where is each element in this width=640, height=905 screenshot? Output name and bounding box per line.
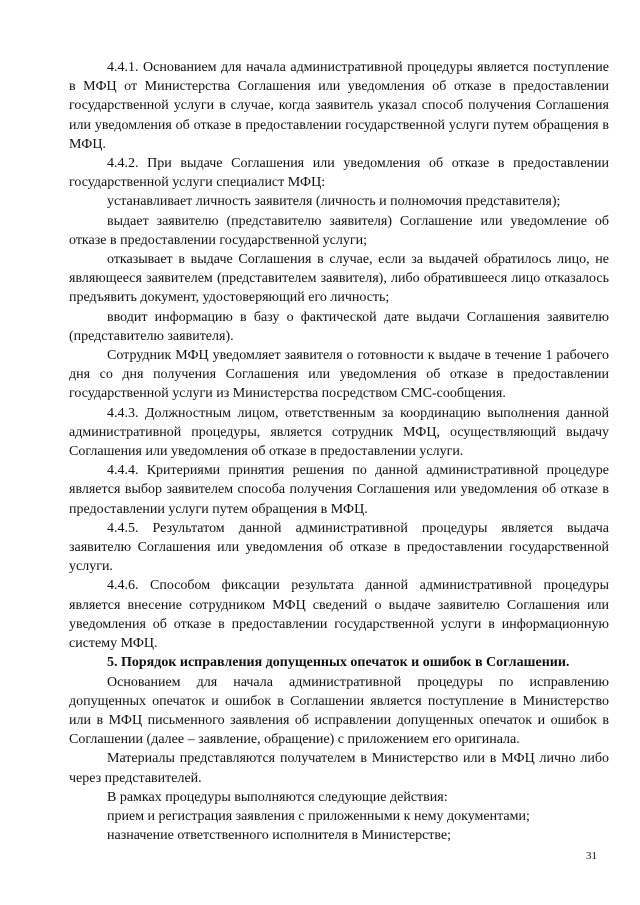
paragraph-basis: Основанием для начала административной процедуры по исправлению допущенных опечаток и ошибок в Соглашении является поступление в Министерство или в МФЦ письменного заявления об исправлении допущенных опечаток и ошибок в Соглашении (далее – заявление, обращение) с приложением его оригинала. <box>69 674 609 748</box>
paragraph-4-4-1: 4.4.1. Основанием для начала административной процедуры является поступление в МФЦ от Министерства Соглашения или уведомления об отказе в предоставлении государственной услуги в случае, когда заявитель указал способ получения Соглашения или уведомления об отказе в предоставлении государственной услуги путем обращения в МФЦ. <box>69 60 609 152</box>
page-number: 31 <box>586 850 597 862</box>
paragraph-4-4-2: 4.4.2. При выдаче Соглашения или уведомления об отказе в предоставлении государственной услуги специалист МФЦ: <box>69 156 609 191</box>
paragraph-refuse: отказывает в выдаче Соглашения в случае, если за выдачей обратилось лицо, не являющееся заявителем (представителем заявителя), либо обратившееся лицо отказалось предъявить документ, удостоверяющий его личность; <box>69 252 609 306</box>
paragraph-materials: Материалы представляются получателем в Министерство или в МФЦ лично либо через представителей. <box>69 751 609 786</box>
paragraph-4-4-6: 4.4.6. Способом фиксации результата данной административной процедуры является внесение сотрудником МФЦ сведений о выдаче заявителю Соглашения или уведомления об отказе в предоставлении государственной услуги в информационную систему МФЦ. <box>69 578 609 652</box>
paragraph-4-4-3: 4.4.3. Должностным лицом, ответственным за координацию выполнения данной административной процедуры, является сотрудник МФЦ, осуществляющий выдачу Соглашения или уведомления об отказе в предоставлении услуги. <box>69 405 609 460</box>
paragraph-registration: прием и регистрация заявления с приложенными к нему документами; <box>107 808 530 824</box>
section-5-heading: 5. Порядок исправления допущенных опечаток и ошибок в Соглашении. <box>107 655 570 671</box>
paragraph-issue: выдает заявителю (представителю заявителя) Соглашение или уведомление об отказе в предоставлении государственной услуги; <box>69 213 609 248</box>
paragraph-4-4-4: 4.4.4. Критериями принятия решения по данной административной процедуре является выбор заявителем способа получения Соглашения или уведомления об отказе в предоставлении услуги путем обращения в МФЦ. <box>69 463 609 517</box>
paragraph-notify: Сотрудник МФЦ уведомляет заявителя о готовности к выдаче в течение 1 рабочего дня со дня получения Соглашения или уведомления об отказе в предоставлении государственной услуги из Министерства посредством СМС-сообщения. <box>69 348 609 402</box>
document-body <box>69 58 609 845</box>
paragraph-record: вводит информацию в базу о фактической дате выдачи Соглашения заявителю (представителю заявителя). <box>69 309 609 344</box>
paragraph-4-4-5: 4.4.5. Результатом данной административной процедуры является выдача заявителю Соглашения или уведомления об отказе в предоставлении государственной услуги. <box>69 520 609 575</box>
paragraph-actions: В рамках процедуры выполняются следующие действия: <box>107 789 448 805</box>
paragraph-identify: устанавливает личность заявителя (личность и полномочия представителя); <box>107 194 561 210</box>
paragraph-assignment: назначение ответственного исполнителя в Министерстве; <box>107 828 452 844</box>
